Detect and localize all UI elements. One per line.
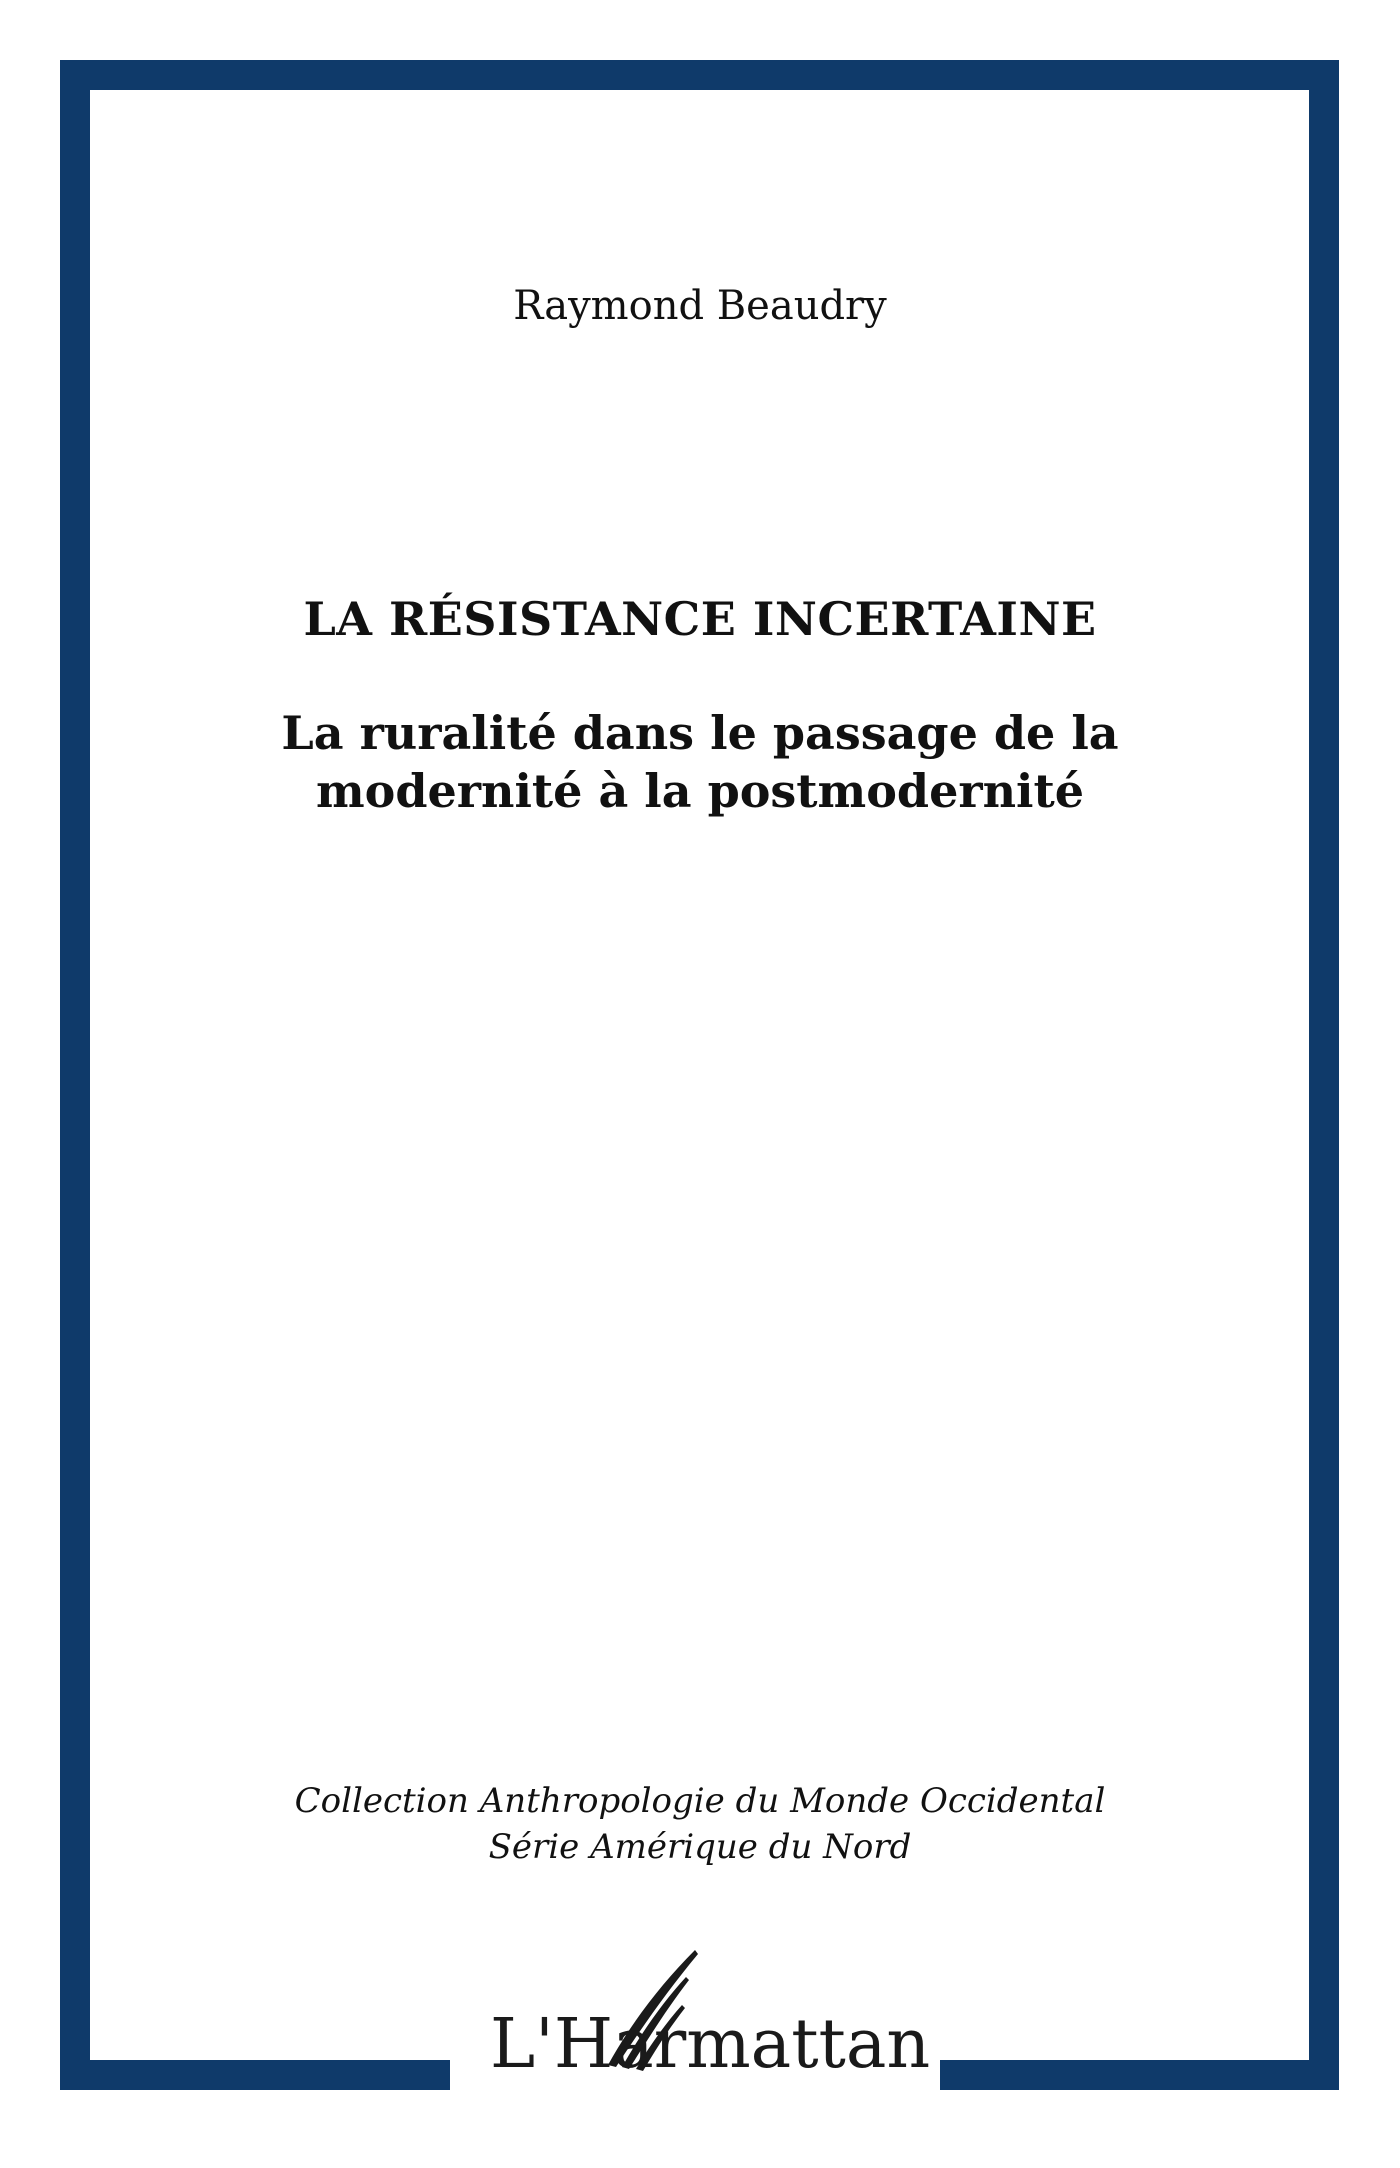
frame-top-border — [60, 60, 1339, 90]
author-name: Raymond Beaudry — [513, 283, 887, 329]
series-name: Série Amérique du Nord — [488, 1827, 912, 1867]
collection-name: Collection Anthropologie du Monde Occidental — [294, 1781, 1106, 1821]
frame-bottom-right-border — [940, 2060, 1339, 2090]
subtitle-line-2: modernité à la postmodernité — [315, 764, 1085, 818]
book-title: LA RÉSISTANCE INCERTAINE — [303, 592, 1097, 646]
subtitle-line-1: La ruralité dans le passage de la — [281, 706, 1119, 760]
frame-bottom-left-border — [60, 2060, 450, 2090]
collection-info — [0, 1778, 1400, 1870]
publisher-logo — [490, 1945, 931, 2125]
publisher-logo-text: L'Harmattan — [490, 2005, 931, 2084]
book-subtitle — [240, 704, 1160, 820]
